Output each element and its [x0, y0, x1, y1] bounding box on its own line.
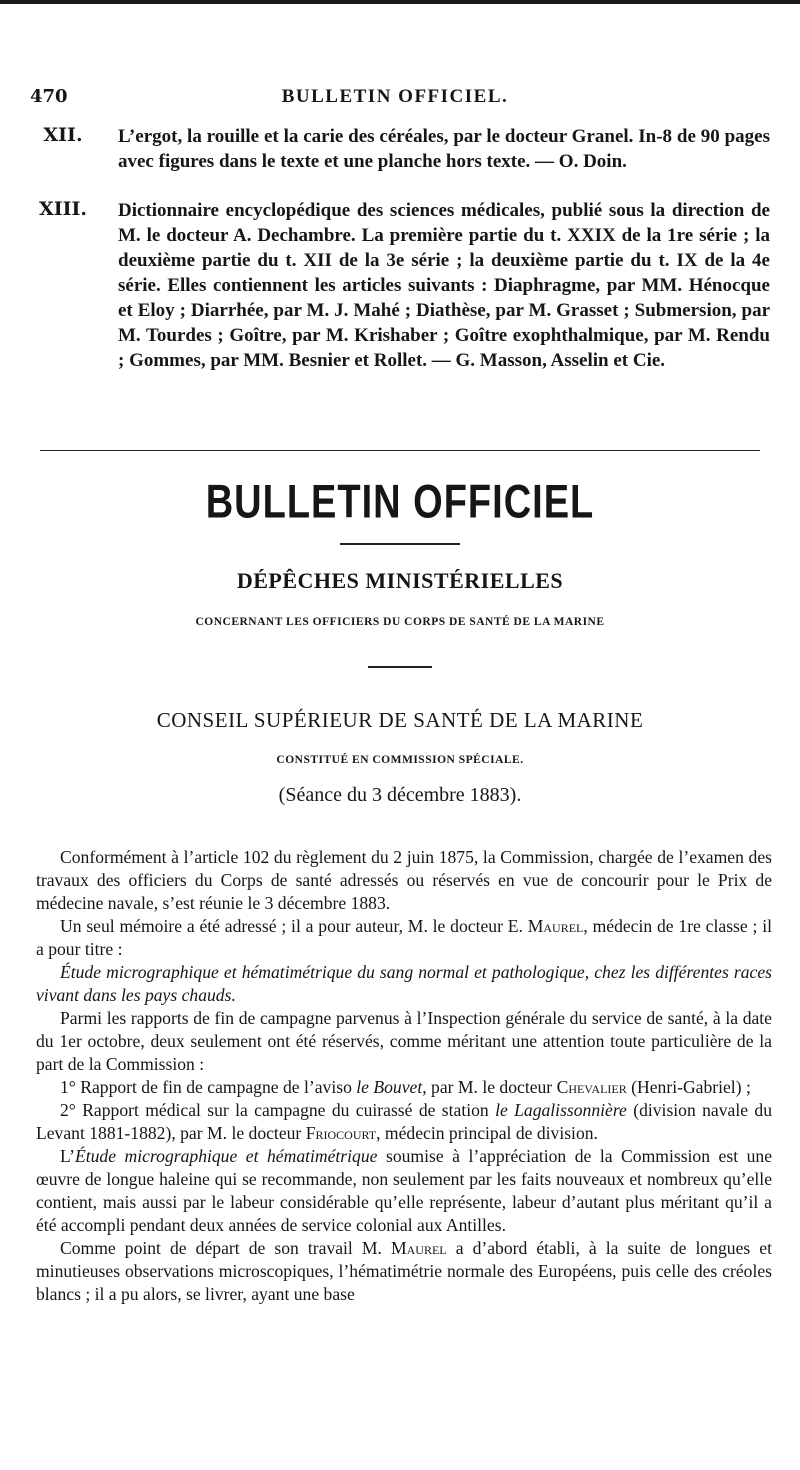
body-text	[36, 846, 772, 1306]
page-header	[30, 86, 760, 112]
conseil-title: CONSEIL SUPÉRIEUR DE SANTÉ DE LA MARINE	[156, 708, 644, 732]
paragraph	[36, 961, 772, 1007]
entry-number: XII.	[43, 124, 83, 146]
section-divider	[40, 450, 760, 451]
author-name: Maurel	[527, 916, 584, 936]
ship-name: le Bouvet	[356, 1077, 423, 1097]
seance-date: (Séance du 3 décembre 1883).	[278, 784, 522, 806]
entry-number: XIII.	[38, 198, 88, 220]
bibliography-entry-xii	[28, 124, 770, 174]
paragraph: L’Étude micrographique et hématimétrique soumise à l’appréciation de la Commission est une œuvre de longue haleine qui se recommande, non seulement par les faits nouveaux et nombreux qu’elle contient, mais aussi par le labeur considérable qu’elle représente, labeur d’autant plus méritant qu’il a été accompli pendant deux années de service colonial aux Antilles.	[36, 1146, 773, 1235]
entry-text: L’ergot, la rouille et la carie des céréales, par le docteur Granel. In-8 de 90 pages avec figures dans le texte et une planche hors texte. — O. Doin.	[118, 126, 770, 172]
author-name: Maurel	[391, 1238, 447, 1258]
page-number: 470	[30, 86, 68, 107]
section-title: DÉPÊCHES MINISTÉRIELLES	[236, 568, 564, 593]
top-scan-edge	[0, 0, 800, 4]
bulletin-title: BULLETIN OFFICIEL	[205, 476, 595, 529]
paragraph: Comme point de départ de son travail M. Maurel a d’abord établi, à la suite de longues et minutieuses observations microscopiques, l’hématimétrie normale des Européens, puis celle des créoles blancs ; il a pu alors, se livrer, ayant une base	[36, 1238, 773, 1304]
title-rule	[340, 543, 460, 545]
paragraph: 1° Rapport de fin de campagne de l’aviso le Bouvet, par M. le docteur Chevalier (Henri-Gabriel) ;	[60, 1077, 751, 1097]
memoir-title: Étude micrographique et hématimétrique du sang normal et pathologique, chez les différentes races vivant dans les pays chauds.	[36, 962, 772, 1005]
bibliography-entry-xiii	[28, 198, 770, 373]
section-subtitle: CONCERNANT LES OFFICIERS DU CORPS DE SANTÉ DE LA MARINE	[195, 616, 605, 628]
paragraph: Un seul mémoire a été adressé ; il a pour auteur, M. le docteur E. Maurel, médecin de 1re classe ; il a pour titre :	[36, 916, 772, 959]
entry-text: Dictionnaire encyclopédique des sciences médicales, publié sous la direction de M. le docteur A. Dechambre. La première partie du t. XXIX de la 1re série ; la deuxième partie du t. XII de la 3e série ; la deuxième partie du t. IX de la 4e série. Elles contiennent les articles suivants : Diaphragme, par MM. Hénocque et Eloy ; Diarrhée, par M. J. Mahé ; Diathèse, par M. Grasset ; Submersion, par M. Tourdes ; Goître, par M. Krishaber ; Goître exophthalmique, par M. Rendu ; Gommes, par MM. Besnier et Rollet. — G. Masson, Asselin et Cie.	[118, 200, 770, 371]
memoir-title: Étude micrographique et hématimétrique	[75, 1146, 378, 1166]
author-name: Friocourt	[305, 1123, 377, 1143]
paragraph: Parmi les rapports de fin de campagne parvenus à l’Inspection générale du service de santé, à la date du 1er octobre, deux seulement ont été réservés, comme méritant une attention toute particulière de la part de la Commission :	[36, 1008, 772, 1074]
conseil-subtitle: CONSTITUÉ EN COMMISSION SPÉCIALE.	[276, 754, 524, 766]
running-title: BULLETIN OFFICIEL.	[281, 86, 509, 107]
paragraph: Conformément à l’article 102 du règlement du 2 juin 1875, la Commission, chargée de l’examen des travaux des officiers du Corps de santé adressés ou réservés en vue de concourir pour le Prix de médecine navale, s’est réunie le 3 décembre 1883.	[36, 847, 772, 913]
author-name: Chevalier	[556, 1077, 627, 1097]
subsection-rule	[368, 666, 432, 668]
paragraph: 2° Rapport médical sur la campagne du cuirassé de station le Lagalissonnière (division navale du Levant 1881-1882), par M. le docteur Friocourt, médecin principal de division.	[36, 1100, 772, 1143]
ship-name: le Lagalissonnière	[495, 1100, 627, 1120]
